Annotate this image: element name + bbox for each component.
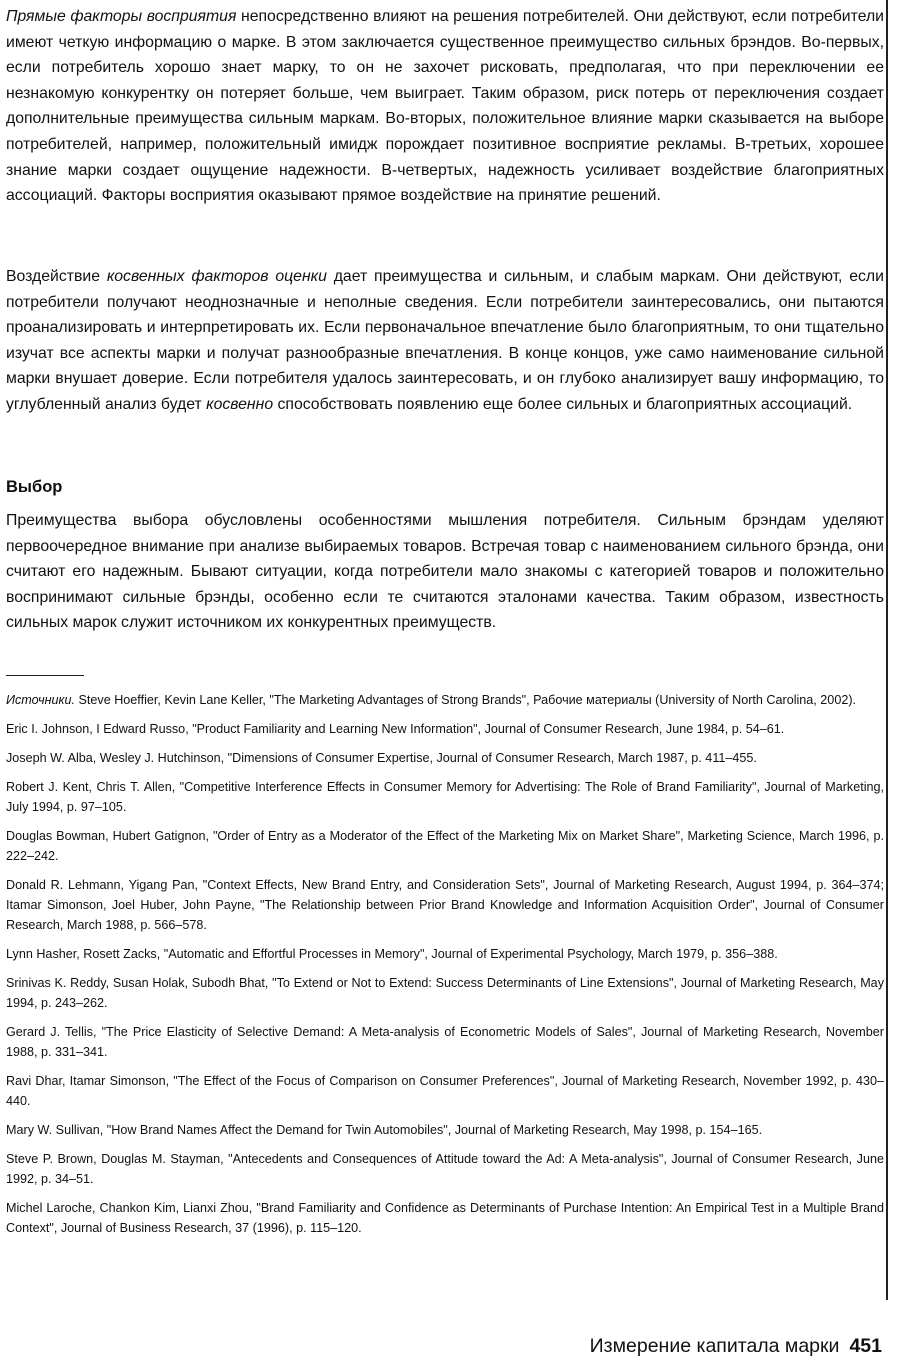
sources-label: Источники. <box>6 693 75 707</box>
reference-item: Eric I. Johnson, I Edward Russo, "Product Familiarity and Learning New Information", Journal of Consumer Research, June 1984, p. 54–61. <box>6 722 785 736</box>
paragraph-text: способствовать появлению еще более сильных и благоприятных ассоциаций. <box>273 395 853 413</box>
reference-item: Gerard J. Tellis, "The Price Elasticity of Selective Demand: A Meta-analysis of Econometric Models of Sales", Journal of Marketing Research, November 1988, p. 331–341. <box>6 1025 884 1059</box>
references-list <box>6 690 884 1238</box>
paragraph-indirect-factors <box>6 264 884 474</box>
page-number: 451 <box>849 1335 882 1357</box>
reference-item: Steve P. Brown, Douglas M. Stayman, "Antecedents and Consequences of Attitude toward the Ad: A Meta-analysis", Journal of Consumer Research, June 1992, p. 34–51. <box>6 1152 884 1186</box>
paragraph-choice: Преимущества выбора обусловлены особенностями мышления потребителя. Сильным брэндам уделяют первоочередное внимание при анализе выбираемых товаров. Встречая товар с наименованием сильного брэнда, они считают его надежным. Бывают ситуации, когда потребители мало знакомы с категорией товаров и положительно воспринимают сильные брэнды, особенно если те считаются эталонами качества. Таким образом, известность сильных марок служит источником их конкурентных преимуществ. <box>6 512 884 632</box>
reference-item: Michel Laroche, Chankon Kim, Lianxi Zhou, "Brand Familiarity and Confidence as Determinants of Purchase Intention: An Empirical Test in a Multiple Brand Context", Journal of Business Research, 37 (1996), p. 115–120. <box>6 1201 884 1235</box>
term-direct-factors: Прямые факторы восприятия <box>6 8 237 25</box>
right-margin-rule <box>886 0 888 1300</box>
term-indirectly: косвенно <box>206 395 274 413</box>
reference-item: Ravi Dhar, Itamar Simonson, "The Effect of the Focus of Comparison on Consumer Preferences", Journal of Marketing Research, November 1992, p. 430–440. <box>6 1074 884 1108</box>
paragraph-text: Воздействие <box>6 268 107 285</box>
running-title: Измерение капитала марки <box>589 1335 840 1357</box>
page-content <box>6 4 884 1247</box>
footnote-separator <box>6 675 84 676</box>
page-footer <box>590 1334 882 1358</box>
reference-item: Mary W. Sullivan, "How Brand Names Affect the Demand for Twin Automobiles", Journal of Marketing Research, May 1998, p. 154–165. <box>6 1123 763 1137</box>
section-heading-choice: Выбор <box>6 478 63 496</box>
paragraph-direct-factors <box>6 4 884 264</box>
term-indirect-factors: косвенных факторов оценки <box>106 268 327 285</box>
reference-item: Lynn Hasher, Rosett Zacks, "Automatic and Effortful Processes in Memory", Journal of Experimental Psychology, March 1979, p. 356–388. <box>6 947 778 961</box>
reference-item: Douglas Bowman, Hubert Gatignon, "Order of Entry as a Moderator of the Effect of the Marketing Mix on Market Share", Marketing Science, March 1996, p. 222–242. <box>6 829 884 863</box>
paragraph-text: дает преимущества и сильным, и слабым маркам. Они действуют, если потребители получают неоднозначные и неполные сведения. Если потребители заинтересовались, они пытаются проанализировать и интерпретировать их. Если первоначальное впечатление было благоприятным, то они тщательно изучат все аспекты марки и получат разнообразные впечатления. В конце концов, уже само наименование сильной марки внушает доверие. Если потребителя удалось заинтересовать, и он глубоко анализирует вашу информацию, то углубленный анализ будет <box>6 268 884 413</box>
reference-item: Srinivas K. Reddy, Susan Holak, Subodh Bhat, "To Extend or Not to Extend: Success Determinants of Line Extensions", Journal of Marketing Research, May 1994, p. 243–262. <box>6 976 884 1010</box>
reference-item: Donald R. Lehmann, Yigang Pan, "Context Effects, New Brand Entry, and Consideration Sets", Journal of Marketing Research, August 1994, p. 364–374; Itamar Simonson, Joel Huber, John Payne, "The Relationship between Prior Brand Knowledge and Information Acquisition Order", Journal of Consumer Research, March 1988, p. 566–578. <box>6 878 884 932</box>
reference-item: Robert J. Kent, Chris T. Allen, "Competitive Interference Effects in Consumer Memory for Advertising: The Role of Brand Familiarity", Journal of Marketing, July 1994, p. 97–105. <box>6 780 884 814</box>
paragraph-text: непосредственно влияют на решения потребителей. Они действуют, если потребители имеют четкую информацию о марке. В этом заключается существенное преимущество сильных брэндов. Во-первых, если потребитель хорошо знает марку, то он не захочет рисковать, предполагая, что при переключении ее незнакомую конкурентку он потеряет больше, чем выиграет. Таким образом, риск потерь от переключения создает дополнительные преимущества сильным маркам. Во-вторых, положительное влияние марки сказывается на выборе потребителей, например, положительный имидж порождает позитивное восприятие рекламы. В-третьих, хорошее знание марки создает ощущение надежности. В-четвертых, надежность усиливает воздействие благоприятных ассоциаций. Факторы восприятия оказывают прямое воздействие на принятие решений. <box>6 8 884 205</box>
reference-item: Joseph W. Alba, Wesley J. Hutchinson, "Dimensions of Consumer Expertise, Journal of Consumer Research, March 1987, p. 411–455. <box>6 751 757 765</box>
reference-text: Steve Hoeffier, Kevin Lane Keller, "The Marketing Advantages of Strong Brands", Рабочие материалы (University of North Carolina, 2002). <box>75 693 857 707</box>
reference-item <box>6 690 884 710</box>
